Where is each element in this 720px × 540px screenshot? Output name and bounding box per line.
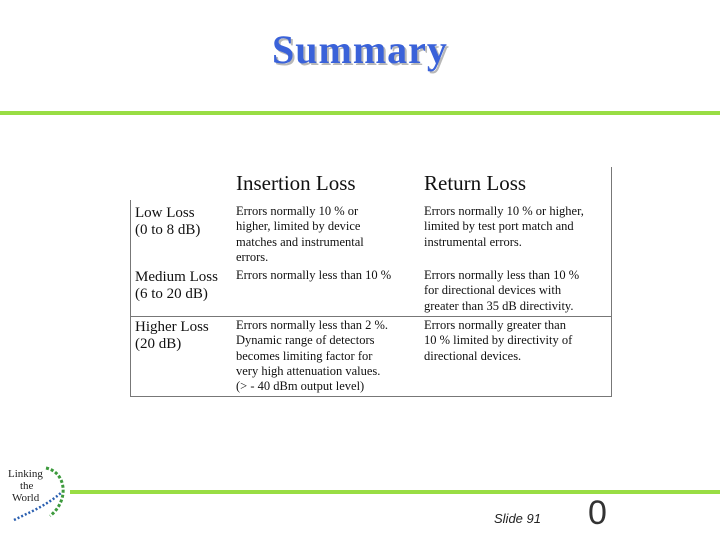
higher-loss-return-text: Errors normally greater than 10 % limited by directivity of directional devices. bbox=[424, 318, 573, 363]
slide-title: Summary bbox=[272, 27, 448, 72]
table-left-border bbox=[130, 200, 131, 397]
higher-loss-insertion-text: Errors normally less than 2 %. Dynamic range of detectors becomes limiting factor for very high attenuation values. (> - 40 dBm output level) bbox=[236, 318, 389, 394]
table-right-border bbox=[611, 167, 612, 397]
row-label-medium-loss: Medium Loss (6 to 20 dB) bbox=[135, 269, 218, 302]
slide-number: Slide 91 bbox=[494, 511, 541, 526]
logo-text-2: the bbox=[20, 480, 34, 492]
header-insertion-loss: Insertion Loss bbox=[236, 171, 356, 195]
row-divider bbox=[130, 316, 612, 317]
corner-number: 0 bbox=[588, 494, 607, 532]
low-loss-return-text: Errors normally 10 % or higher, limited by test port match and instrumental errors. bbox=[424, 204, 584, 249]
row-label-low-loss: Low Loss (0 to 8 dB) bbox=[135, 205, 201, 238]
medium-loss-return-text: Errors normally less than 10 % for directional devices with greater than 35 dB directivity. bbox=[424, 268, 580, 313]
logo-swoosh bbox=[46, 468, 63, 516]
row-label-higher-loss: Higher Loss (20 dB) bbox=[135, 319, 209, 352]
linking-the-world-logo bbox=[6, 462, 72, 524]
low-loss-insertion-text: Errors normally 10 % or higher, limited by device matches and instrumental errors. bbox=[236, 204, 364, 264]
medium-loss-insertion-text: Errors normally less than 10 % bbox=[236, 268, 392, 282]
bottom-divider bbox=[70, 490, 720, 494]
logo-text-3: World bbox=[12, 492, 40, 504]
summary-table bbox=[130, 167, 612, 397]
header-return-loss: Return Loss bbox=[424, 171, 527, 195]
top-divider bbox=[0, 111, 720, 115]
logo-icon bbox=[6, 462, 72, 524]
table-bottom-border bbox=[130, 396, 612, 397]
logo-text-1: Linking bbox=[8, 468, 43, 480]
